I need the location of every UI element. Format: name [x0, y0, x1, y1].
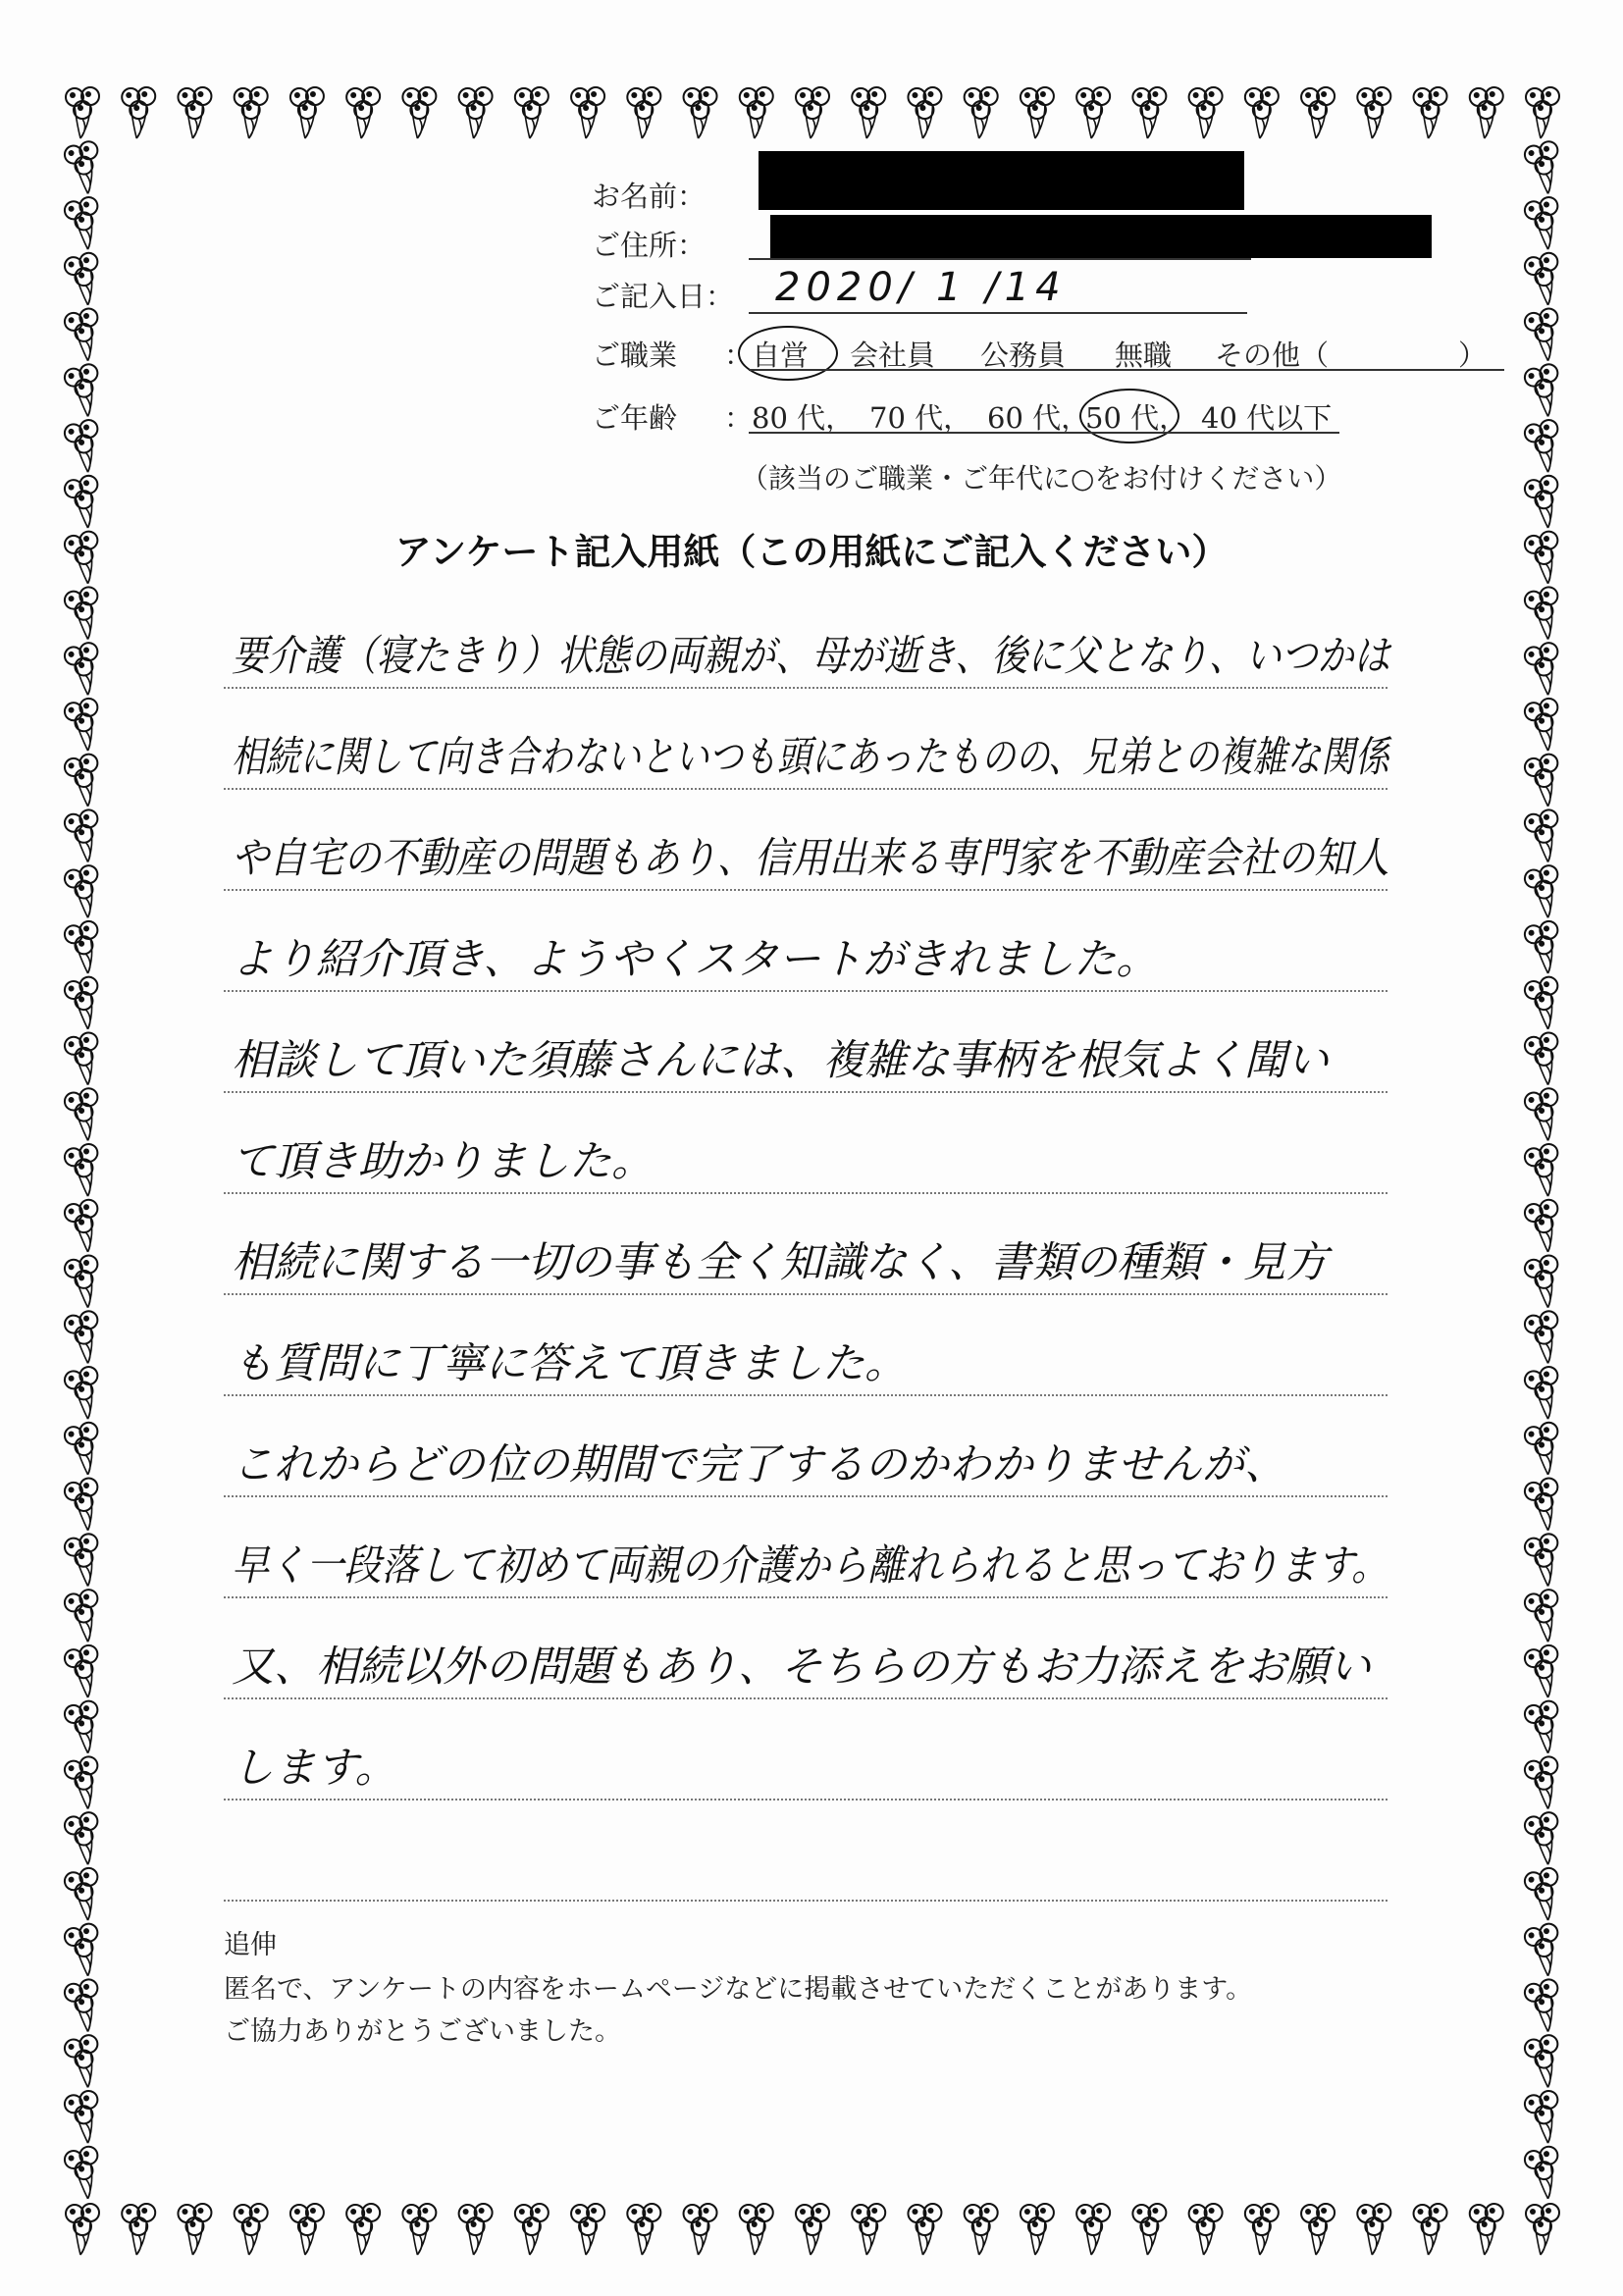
- balloon-cluster-icon: [1414, 2204, 1447, 2255]
- answer-line: も質問に丁寧に答えて頂きました。: [232, 1339, 907, 1388]
- answer-rule: [224, 990, 1387, 992]
- balloon-cluster-icon: [852, 87, 885, 138]
- balloon-cluster-icon: [1526, 2204, 1559, 2255]
- answer-rule: [224, 1799, 1387, 1800]
- balloon-cluster-icon: [684, 87, 717, 138]
- balloon-cluster-icon: [459, 87, 493, 138]
- balloon-cluster-icon: [1523, 1087, 1566, 1144]
- balloon-cluster-icon: [63, 195, 106, 252]
- balloon-cluster-icon: [1301, 2204, 1335, 2255]
- address-underline: [749, 258, 1251, 260]
- balloon-cluster-icon: [1523, 1922, 1566, 1979]
- balloon-cluster-icon: [63, 307, 106, 364]
- balloon-cluster-icon: [63, 1477, 106, 1534]
- balloon-cluster-icon: [1523, 1978, 1566, 2035]
- balloon-cluster-icon: [1523, 2145, 1566, 2202]
- occupation-option-employee: 会社員: [850, 339, 936, 372]
- balloon-cluster-icon: [1021, 87, 1054, 138]
- date-value: 2020/ 1 /14: [775, 265, 1067, 310]
- balloon-cluster-icon: [290, 2204, 324, 2255]
- balloon-cluster-icon: [63, 1031, 106, 1088]
- balloon-cluster-icon: [63, 1644, 106, 1700]
- balloon-cluster-icon: [63, 697, 106, 754]
- balloon-cluster-icon: [1523, 2034, 1566, 2091]
- balloon-cluster-icon: [63, 1810, 106, 1867]
- balloon-cluster-icon: [1357, 87, 1390, 138]
- balloon-cluster-icon: [1523, 863, 1566, 920]
- postscript-label: 追伸: [224, 1930, 277, 1960]
- balloon-cluster-icon: [63, 1142, 106, 1199]
- balloon-cluster-icon: [1189, 87, 1223, 138]
- balloon-cluster-icon: [459, 2204, 493, 2255]
- balloon-cluster-icon: [63, 753, 106, 809]
- age-option-80s: 80 代，: [752, 401, 855, 435]
- balloon-cluster-icon: [965, 87, 998, 138]
- balloon-cluster-icon: [908, 87, 941, 138]
- balloon-cluster-icon: [965, 2204, 998, 2255]
- balloon-cluster-icon: [1523, 919, 1566, 976]
- balloon-cluster-icon: [1523, 1866, 1566, 1923]
- date-underline: [749, 312, 1247, 314]
- balloon-cluster-icon: [796, 87, 829, 138]
- balloon-cluster-icon: [1523, 1142, 1566, 1199]
- balloon-cluster-icon: [1076, 87, 1110, 138]
- balloon-cluster-icon: [1523, 697, 1566, 754]
- balloon-cluster-icon: [1523, 641, 1566, 698]
- answer-rule: [224, 788, 1387, 790]
- balloon-cluster-icon: [1523, 363, 1566, 420]
- balloon-cluster-icon: [1245, 87, 1279, 138]
- balloon-cluster-icon: [63, 1254, 106, 1311]
- balloon-cluster-icon: [346, 87, 380, 138]
- balloon-cluster-icon: [63, 1978, 106, 2035]
- selection-hint: （該当のご職業・ご年代に○をお付けください）: [741, 462, 1342, 495]
- occupation-option-unemployed: 無職: [1115, 339, 1173, 372]
- balloon-cluster-icon: [63, 418, 106, 475]
- balloon-cluster-icon: [1523, 975, 1566, 1032]
- answer-line: 相続に関して向き合わないといつも頭にあったものの、兄弟との複雑な関係: [232, 733, 1389, 782]
- balloon-cluster-icon: [63, 975, 106, 1032]
- occupation-other-close: ）: [1458, 339, 1488, 372]
- balloon-cluster-icon: [740, 2204, 773, 2255]
- balloon-cluster-icon: [290, 87, 324, 138]
- balloon-cluster-icon: [63, 140, 106, 197]
- date-label: ご記入日：: [592, 280, 735, 313]
- balloon-cluster-icon: [1470, 87, 1503, 138]
- balloon-cluster-icon: [1523, 809, 1566, 865]
- answer-line: します。: [232, 1744, 397, 1793]
- balloon-cluster-icon: [1523, 1755, 1566, 1812]
- balloon-cluster-icon: [1132, 2204, 1166, 2255]
- answer-rule: [224, 1293, 1387, 1295]
- age-option-40s-under: 40 代以下: [1201, 401, 1333, 435]
- occupation-option-civil-servant: 公務員: [980, 339, 1067, 372]
- balloon-cluster-icon: [63, 2145, 106, 2202]
- answer-line: 早く一段落して初めて両親の介護から離れられると思っております。: [232, 1541, 1389, 1591]
- balloon-cluster-icon: [63, 863, 106, 920]
- balloon-cluster-icon: [63, 1365, 106, 1422]
- balloon-cluster-icon: [852, 2204, 885, 2255]
- balloon-cluster-icon: [122, 87, 155, 138]
- balloon-cluster-icon: [63, 1922, 106, 1979]
- balloon-cluster-icon: [63, 1533, 106, 1590]
- balloon-cluster-icon: [235, 2204, 268, 2255]
- balloon-cluster-icon: [1523, 1254, 1566, 1311]
- balloon-cluster-icon: [402, 2204, 436, 2255]
- balloon-cluster-icon: [1523, 753, 1566, 809]
- balloon-cluster-icon: [1523, 1198, 1566, 1255]
- answer-line: 相続に関する一切の事も全く知識なく、書類の種類・見方: [232, 1238, 1329, 1287]
- balloon-cluster-icon: [1523, 1644, 1566, 1700]
- balloon-cluster-icon: [1523, 2089, 1566, 2146]
- balloon-cluster-icon: [63, 919, 106, 976]
- balloon-cluster-icon: [178, 2204, 211, 2255]
- balloon-cluster-icon: [1523, 1477, 1566, 1534]
- balloon-cluster-icon: [1414, 87, 1447, 138]
- balloon-cluster-icon: [1470, 2204, 1503, 2255]
- answer-rule: [224, 1394, 1387, 1396]
- balloon-cluster-icon: [1523, 418, 1566, 475]
- balloon-cluster-icon: [627, 2204, 660, 2255]
- answer-rule: [224, 1495, 1387, 1497]
- balloon-cluster-icon: [122, 2204, 155, 2255]
- balloon-cluster-icon: [1523, 1421, 1566, 1478]
- answer-rule: [224, 1091, 1387, 1093]
- balloon-cluster-icon: [1523, 1588, 1566, 1644]
- balloon-cluster-icon: [63, 1087, 106, 1144]
- balloon-cluster-icon: [1021, 2204, 1054, 2255]
- balloon-cluster-icon: [1076, 2204, 1110, 2255]
- balloon-cluster-icon: [740, 87, 773, 138]
- balloon-cluster-icon: [1523, 140, 1566, 197]
- balloon-cluster-icon: [908, 2204, 941, 2255]
- answer-rule: [224, 1900, 1387, 1902]
- occupation-circle-mark: [738, 326, 838, 381]
- balloon-cluster-icon: [515, 87, 549, 138]
- balloon-cluster-icon: [63, 586, 106, 643]
- answer-rule: [224, 1596, 1387, 1598]
- balloon-cluster-icon: [1523, 195, 1566, 252]
- answer-line: 相談して頂いた須藤さんには、複雑な事柄を根気よく聞い: [232, 1036, 1329, 1085]
- answer-line: これからどの位の期間で完了するのかわかりませんが、: [232, 1440, 1286, 1489]
- balloon-cluster-icon: [1301, 87, 1335, 138]
- balloon-cluster-icon: [1523, 1533, 1566, 1590]
- balloon-cluster-icon: [63, 1866, 106, 1923]
- balloon-cluster-icon: [1132, 87, 1166, 138]
- balloon-cluster-icon: [235, 87, 268, 138]
- balloon-cluster-icon: [515, 2204, 549, 2255]
- balloon-cluster-icon: [571, 2204, 604, 2255]
- answer-line: や自宅の不動産の問題もあり、信用出来る専門家を不動産会社の知人: [232, 834, 1389, 883]
- balloon-cluster-icon: [63, 1310, 106, 1367]
- answer-rule: [224, 1697, 1387, 1699]
- thanks-message: ご協力ありがとうございました。: [224, 2016, 621, 2047]
- balloon-cluster-icon: [63, 363, 106, 420]
- balloon-cluster-icon: [178, 87, 211, 138]
- balloon-cluster-icon: [66, 87, 99, 138]
- balloon-cluster-icon: [346, 2204, 380, 2255]
- age-label: ご年齢: [592, 401, 678, 435]
- age-option-60s: 60 代，: [987, 401, 1090, 435]
- answer-line: 要介護（寝たきり）状態の両親が、母が逝き、後に父となり、いつかは: [232, 632, 1390, 681]
- balloon-cluster-icon: [63, 1198, 106, 1255]
- balloon-cluster-icon: [63, 1755, 106, 1812]
- answer-rule: [224, 1192, 1387, 1194]
- occupation-option-other: その他（: [1215, 339, 1330, 372]
- balloon-cluster-icon: [627, 87, 660, 138]
- balloon-cluster-icon: [684, 2204, 717, 2255]
- balloon-cluster-icon: [1523, 1310, 1566, 1367]
- balloon-cluster-icon: [63, 1699, 106, 1756]
- occupation-option-self-employed: 自営: [752, 339, 810, 372]
- balloon-cluster-icon: [1523, 1810, 1566, 1867]
- occupation-colon: ：: [724, 339, 754, 372]
- occupation-underline: [749, 369, 1504, 371]
- balloon-cluster-icon: [1357, 2204, 1390, 2255]
- balloon-cluster-icon: [63, 809, 106, 865]
- balloon-cluster-icon: [571, 87, 604, 138]
- balloon-cluster-icon: [1523, 586, 1566, 643]
- balloon-cluster-icon: [1245, 2204, 1279, 2255]
- age-underline: [749, 432, 1339, 434]
- answer-line: 又、相続以外の問題もあり、そちらの方もお力添えをお願い: [232, 1643, 1371, 1692]
- balloon-cluster-icon: [796, 2204, 829, 2255]
- age-option-70s: 70 代，: [869, 401, 972, 435]
- publication-notice: 匿名で、アンケートの内容をホームページなどに掲載させていただくことがあります。: [224, 1974, 1253, 2005]
- balloon-cluster-icon: [1523, 1031, 1566, 1088]
- balloon-cluster-icon: [1189, 2204, 1223, 2255]
- answer-line: より紹介頂き、ようやくスタートがきれました。: [232, 935, 1159, 984]
- age-colon: ：: [724, 401, 754, 435]
- answer-rule: [224, 889, 1387, 891]
- age-option-50s: 50 代，: [1085, 401, 1188, 435]
- balloon-cluster-icon: [1523, 307, 1566, 364]
- balloon-cluster-icon: [63, 251, 106, 308]
- balloon-cluster-icon: [402, 87, 436, 138]
- name-label: お名前：: [592, 180, 707, 213]
- answer-line: て頂き助かりました。: [232, 1137, 654, 1186]
- balloon-cluster-icon: [63, 641, 106, 698]
- name-redaction: [759, 151, 1244, 210]
- balloon-cluster-icon: [1523, 1365, 1566, 1422]
- answer-rule: [224, 687, 1387, 689]
- address-redaction: [770, 215, 1432, 258]
- occupation-label: ご職業: [592, 339, 678, 372]
- balloon-cluster-icon: [1523, 251, 1566, 308]
- balloon-cluster-icon: [63, 2034, 106, 2091]
- balloon-cluster-icon: [63, 2089, 106, 2146]
- balloon-cluster-icon: [66, 2204, 99, 2255]
- age-circle-mark: [1079, 389, 1179, 444]
- balloon-cluster-icon: [63, 1588, 106, 1644]
- survey-title: アンケート記入用紙（この用紙にご記入ください）: [394, 531, 1229, 573]
- address-label: ご住所：: [592, 229, 707, 262]
- balloon-cluster-icon: [63, 1421, 106, 1478]
- balloon-cluster-icon: [1526, 87, 1559, 138]
- balloon-cluster-icon: [1523, 1699, 1566, 1756]
